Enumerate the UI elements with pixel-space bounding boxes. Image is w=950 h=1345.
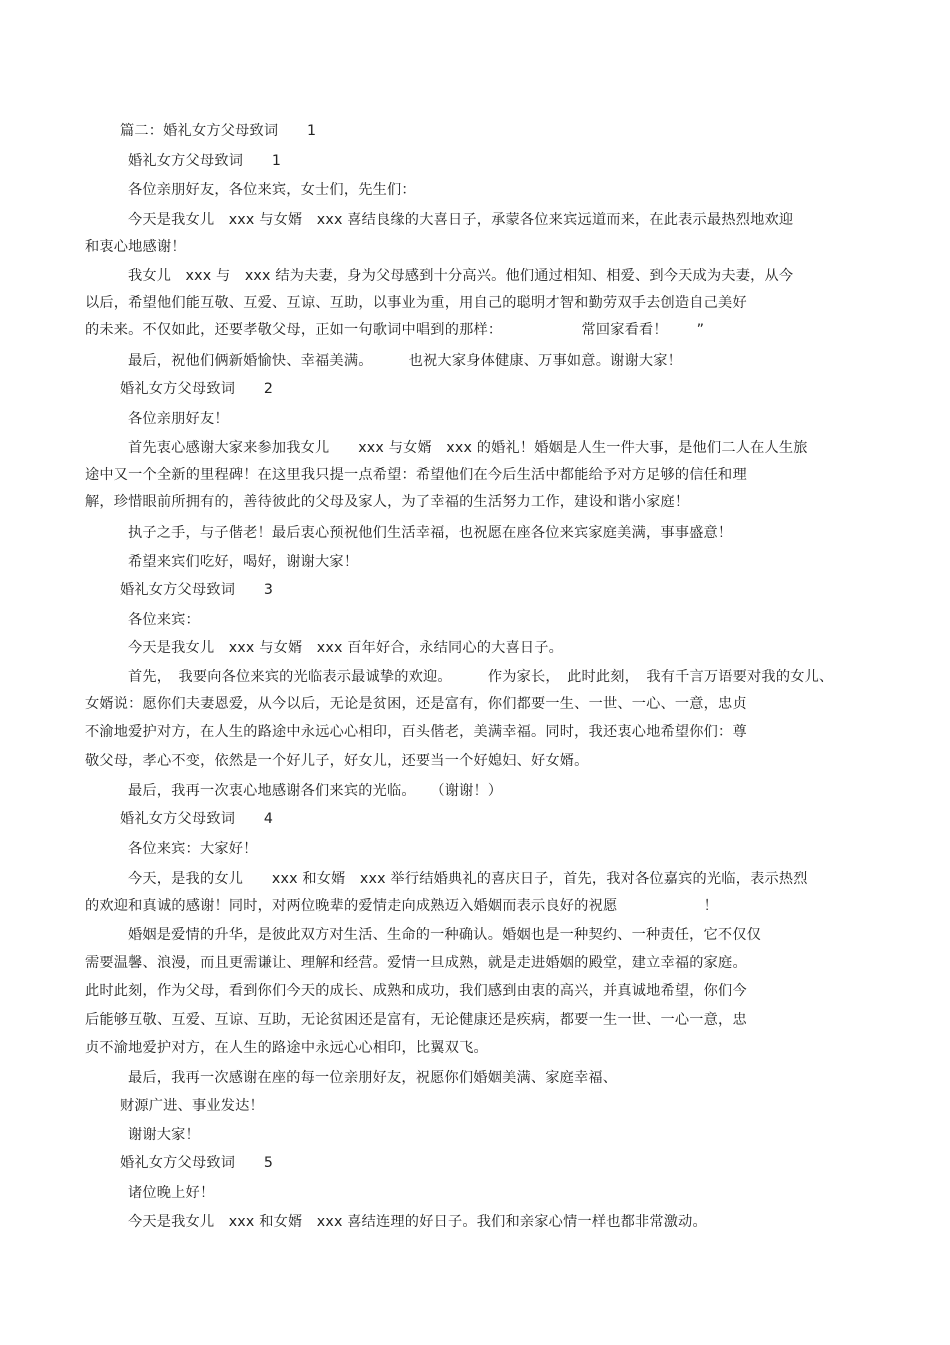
paragraph-line: 今天是我女儿 xxx 与女婿 xxx 百年好合，永结同心的大喜日子。 xyxy=(128,640,564,656)
paragraph-line: 财源广进、事业发达！ xyxy=(120,1098,264,1114)
speech-heading: 婚礼女方父母致词 2 xyxy=(120,381,274,397)
paragraph-line: 今天，是我的女儿 xxx 和女婿 xxx 举行结婚典礼的喜庆日子，首先，我对各位嘉宾的光临，表示热烈 xyxy=(128,871,808,887)
paragraph-line: 最后，我再一次衷心地感谢各们来宾的光临。 （谢谢！） xyxy=(128,783,503,799)
paragraph-line: 后能够互敬、互爱、互谅、互助，无论贫困还是富有，无论健康还是疾病，都要一生一世、一心一意，忠 xyxy=(85,1012,747,1028)
paragraph-line: 和衷心地感谢！ xyxy=(85,239,186,255)
paragraph-line: 婚姻是爱情的升华，是彼此双方对生活、生命的一种确认。婚姻也是一种契约、一种责任，它不仅仅 xyxy=(128,927,762,943)
paragraph-line: 诸位晚上好！ xyxy=(128,1185,215,1201)
speech-heading: 婚礼女方父母致词 1 xyxy=(128,153,282,169)
paragraph-line: 途中又一个全新的里程碑！在这里我只提一点希望：希望他们在今后生活中都能给予对方足够的信任和理 xyxy=(85,467,747,483)
paragraph-line: 的欢迎和真诚的感谢！同时，对两位晚辈的爱情走向成熟迈入婚姻而表示良好的祝愿 ！ xyxy=(85,898,719,914)
paragraph-line: 各位来宾：大家好！ xyxy=(128,841,258,857)
paragraph-line: 敬父母，孝心不变，依然是一个好儿子，好女儿，还要当一个好媳妇、好女婿。 xyxy=(85,753,589,769)
paragraph-line: 首先衷心感谢大家来参加我女儿 xxx 与女婿 xxx 的婚礼！婚姻是人生一件大事，是他们二人在人生旅 xyxy=(128,440,808,456)
paragraph-line: 女婿说：愿你们夫妻恩爱，从今以后，无论是贫困，还是富有，你们都要一生、一世、一心、一意，忠贞 xyxy=(85,696,747,712)
paragraph-line: 各位亲朋好友，各位来宾，女士们，先生们： xyxy=(128,182,416,198)
speech-heading: 婚礼女方父母致词 3 xyxy=(120,582,274,598)
paragraph-line: 首先， 我要向各位来宾的光临表示最诚挚的欢迎。 作为家长， 此时此刻， 我有千言万语要对我的女儿、 xyxy=(128,669,834,685)
paragraph-line: 我女儿 xxx 与 xxx 结为夫妻，身为父母感到十分高兴。他们通过相知、相爱、到今天成为夫妻，从今 xyxy=(128,268,794,284)
speech-heading: 婚礼女方父母致词 5 xyxy=(120,1155,274,1171)
paragraph-line: 贞不渝地爱护对方，在人生的路途中永远心心相印，比翼双飞。 xyxy=(85,1040,488,1056)
speech-heading: 婚礼女方父母致词 4 xyxy=(120,811,274,827)
paragraph-line: 希望来宾们吃好，喝好，谢谢大家！ xyxy=(128,554,359,570)
paragraph-line: 各位亲朋好友！ xyxy=(128,411,229,427)
paragraph-line: 执子之手，与子偕老！最后衷心预祝他们生活幸福，也祝愿在座各位来宾家庭美满，事事盛意！ xyxy=(128,525,733,541)
paragraph-line: 以后，希望他们能互敬、互爱、互谅、互助，以事业为重，用自己的聪明才智和勤劳双手去创造自己美好 xyxy=(85,295,747,311)
paragraph-line: 今天是我女儿 xxx 与女婿 xxx 喜结良缘的大喜日子，承蒙各位来宾远道而来，在此表示最热烈地欢迎 xyxy=(128,212,794,228)
section-heading: 篇二：婚礼女方父母致词 1 xyxy=(120,123,317,139)
paragraph-line: 需要温馨、浪漫，而且更需谦让、理解和经营。爱情一旦成熟，就是走进婚姻的殿堂，建立幸福的家庭。 xyxy=(85,955,747,971)
paragraph-line: 今天是我女儿 xxx 和女婿 xxx 喜结连理的好日子。我们和亲家心情一样也都非常激动。 xyxy=(128,1214,707,1230)
paragraph-line: 最后，我再一次感谢在座的每一位亲朋好友，祝愿你们婚姻美满、家庭幸福、 xyxy=(128,1070,618,1086)
paragraph-line: 谢谢大家！ xyxy=(128,1127,200,1143)
paragraph-line: 各位来宾： xyxy=(128,612,200,628)
paragraph-line: 解，珍惜眼前所拥有的，善待彼此的父母及家人，为了幸福的生活努力工作，建设和谐小家庭！ xyxy=(85,494,690,510)
paragraph-line: 的未来。不仅如此，还要孝敬父母，正如一句歌词中唱到的那样： 常回家看看！ ” xyxy=(85,322,705,338)
paragraph-line: 此时此刻，作为父母，看到你们今天的成长、成熟和成功，我们感到由衷的高兴，并真诚地希望，你们今 xyxy=(85,983,747,999)
paragraph-line: 不渝地爱护对方，在人生的路途中永远心心相印，百头偕老，美满幸福。同时，我还衷心地希望你们：尊 xyxy=(85,724,747,740)
paragraph-line: 最后，祝他们俩新婚愉快、幸福美满。 也祝大家身体健康、万事如意。谢谢大家！ xyxy=(128,353,683,369)
